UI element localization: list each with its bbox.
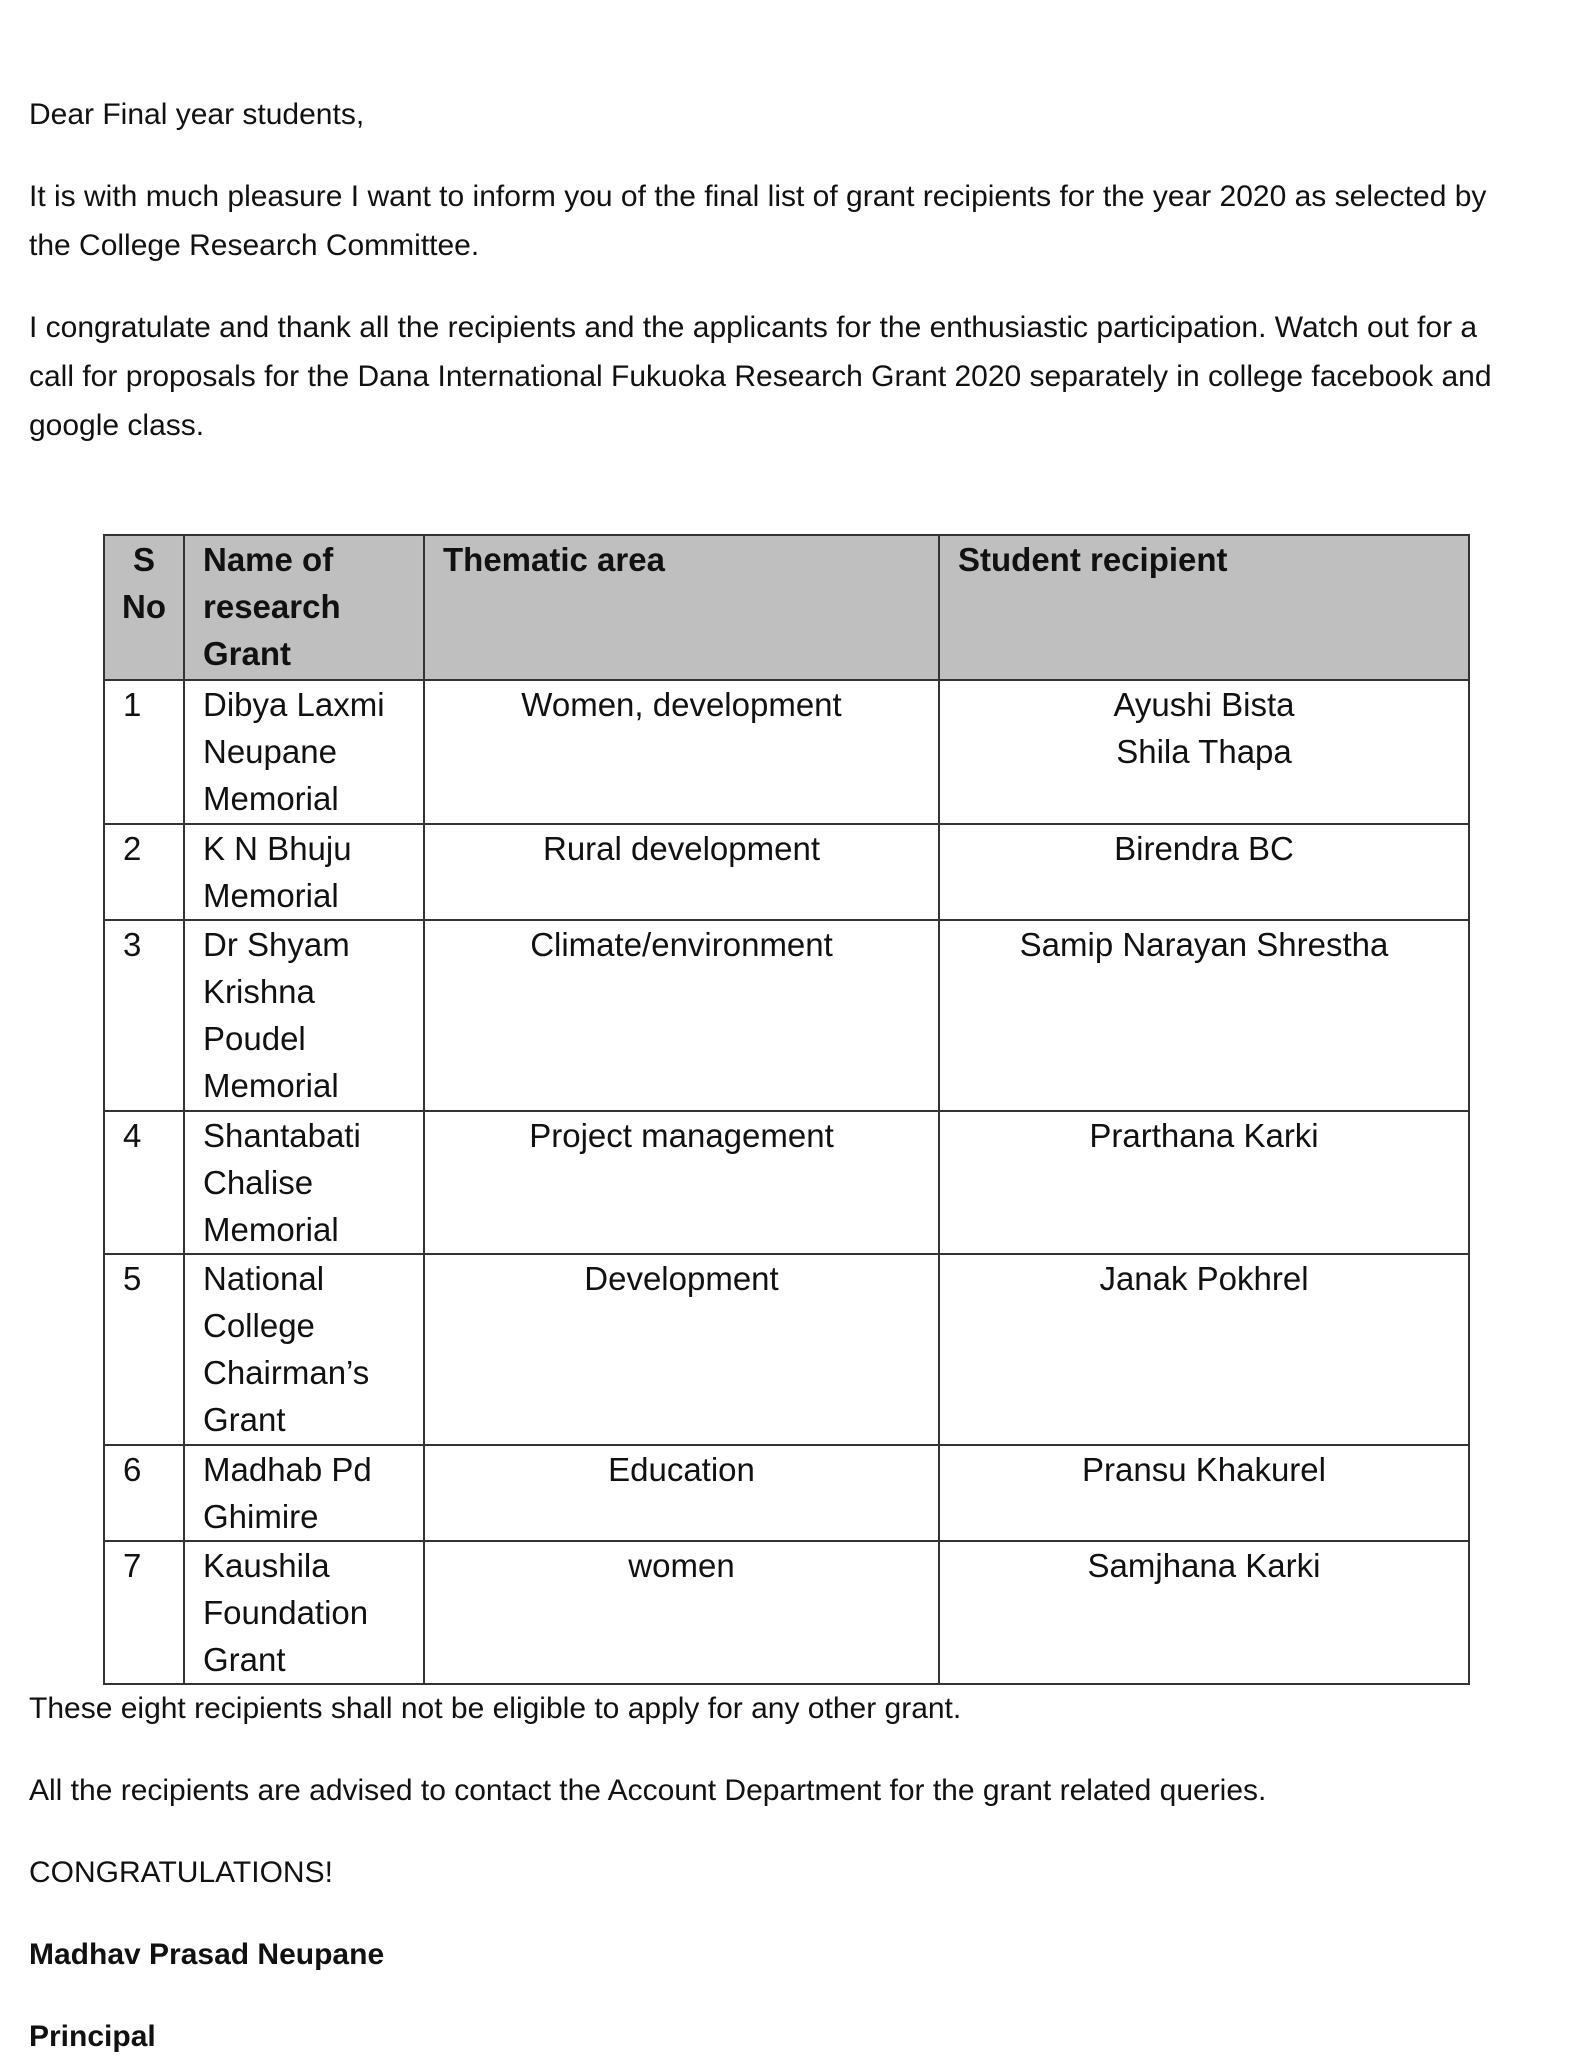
table-row	[104, 1254, 1469, 1445]
eligibility-note: These eight recipients shall not be eligible to apply for any other grant.	[29, 1692, 962, 1725]
row-student-recipient	[939, 1541, 1469, 1684]
congratulations-text: CONGRATULATIONS!	[29, 1856, 333, 1889]
row-thematic-area: women	[424, 1541, 939, 1684]
row-grant-name: Kaushila Foundation Grant	[184, 1541, 424, 1684]
row-grant-name: Madhab Pd Ghimire	[184, 1445, 424, 1541]
grant-recipients-table	[103, 534, 1470, 1685]
recipient-name: Janak Pokhrel	[1099, 1260, 1309, 1297]
recipient-name: Ayushi Bista	[1113, 686, 1295, 723]
row-sno: 1	[104, 680, 184, 824]
row-grant-name: Shantabati Chalise Memorial	[184, 1111, 424, 1254]
row-grant-name: Dibya Laxmi Neupane Memorial	[184, 680, 424, 824]
row-student-recipient	[939, 1254, 1469, 1445]
header-student-recipient: Student recipient	[939, 535, 1469, 680]
row-thematic-area: Rural development	[424, 824, 939, 920]
row-thematic-area: Climate/environment	[424, 920, 939, 1111]
table-header-row	[104, 535, 1469, 680]
table-row	[104, 824, 1469, 920]
intro-paragraph: It is with much pleasure I want to inform you of the final list of grant recipients for the year 2020 as selected by the College Research Committee.	[29, 180, 1487, 262]
header-grant-name: Name of research Grant	[184, 535, 424, 680]
row-sno: 7	[104, 1541, 184, 1684]
row-sno: 6	[104, 1445, 184, 1541]
row-sno: 5	[104, 1254, 184, 1445]
table-row	[104, 1445, 1469, 1541]
signatory-name: Madhav Prasad Neupane	[29, 1938, 385, 1971]
recipient-name: Shila Thapa	[1116, 733, 1292, 770]
congratulation-paragraph: I congratulate and thank all the recipients and the applicants for the enthusiastic participation. Watch out for a call for proposals for the Dana International Fukuoka Research Grant 2020 separately in college facebook and google class.	[29, 311, 1492, 442]
table-row	[104, 680, 1469, 824]
row-student-recipient	[939, 1445, 1469, 1541]
row-thematic-area: Project management	[424, 1111, 939, 1254]
row-thematic-area: Women, development	[424, 680, 939, 824]
table-row	[104, 1541, 1469, 1684]
row-student-recipient	[939, 680, 1469, 824]
row-sno: 3	[104, 920, 184, 1111]
recipient-name: Samip Narayan Shrestha	[1019, 926, 1389, 963]
row-thematic-area: Development	[424, 1254, 939, 1445]
header-sno: S No	[104, 535, 184, 680]
table-row	[104, 1111, 1469, 1254]
row-student-recipient	[939, 824, 1469, 920]
contact-note: All the recipients are advised to contact the Account Department for the grant related queries.	[29, 1774, 1267, 1807]
recipient-name: Samjhana Karki	[1087, 1547, 1321, 1584]
row-grant-name: Dr Shyam Krishna Poudel Memorial	[184, 920, 424, 1111]
recipient-name: Prarthana Karki	[1089, 1117, 1319, 1154]
signatory-title: Principal	[29, 2020, 156, 2053]
row-grant-name: National College Chairman’s Grant	[184, 1254, 424, 1445]
header-thematic-area: Thematic area	[424, 535, 939, 680]
salutation: Dear Final year students,	[29, 98, 365, 131]
row-student-recipient	[939, 920, 1469, 1111]
row-student-recipient	[939, 1111, 1469, 1254]
recipient-name: Birendra BC	[1114, 830, 1294, 867]
table-row	[104, 920, 1469, 1111]
row-grant-name: K N Bhuju Memorial	[184, 824, 424, 920]
row-sno: 4	[104, 1111, 184, 1254]
row-thematic-area: Education	[424, 1445, 939, 1541]
row-sno: 2	[104, 824, 184, 920]
recipient-name: Pransu Khakurel	[1082, 1451, 1326, 1488]
